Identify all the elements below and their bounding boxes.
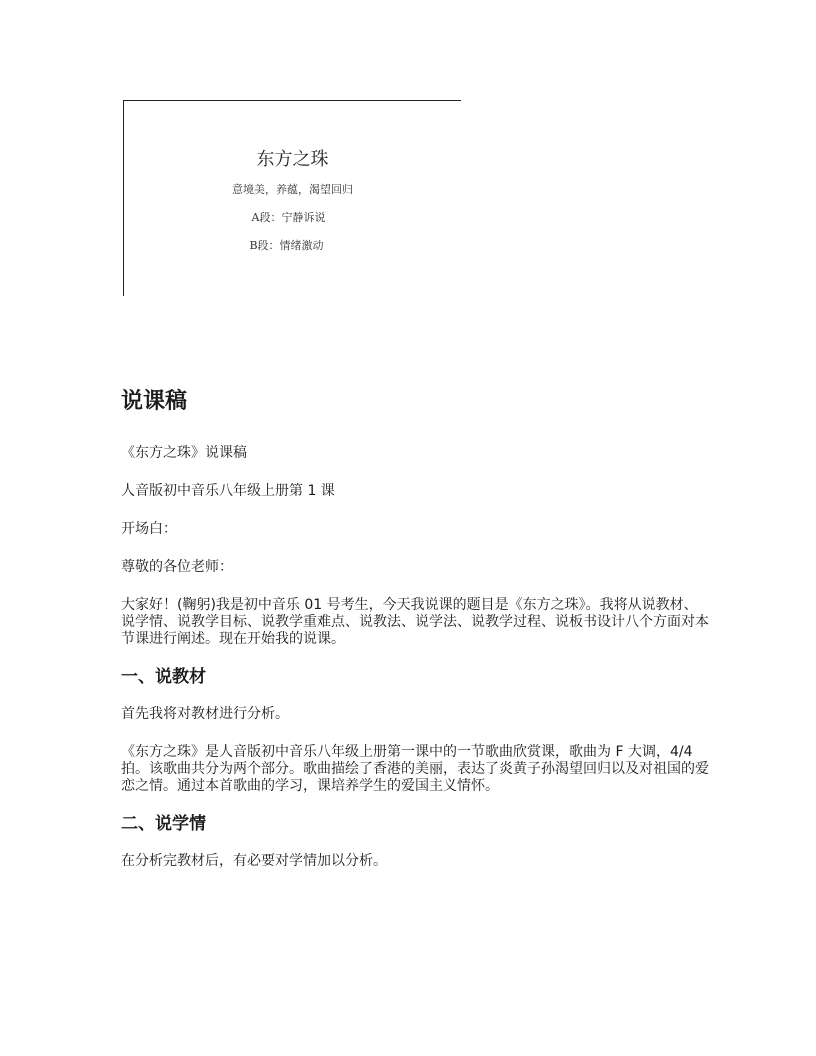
paragraph-student-analysis: 在分析完教材后，有必要对学情加以分析。 xyxy=(121,853,387,869)
board-line-1: 意境美，养蕴，渴望回归 xyxy=(232,183,353,196)
paragraph-textbook: 人音版初中音乐八年级上册第 1 课 xyxy=(121,483,335,499)
paragraph-intro: 大家好！(鞠躬)我是初中音乐 01 号考生，今天我说课的题目是《东方之珠》。我将从说教材、说学情、说教学目标、说教学重难点、说教法、说学法、说教学过程、说板书设计八个方面对本节课进行阐述。现在开始我的说课。 xyxy=(121,597,709,647)
section-heading-students: 二、说学情 xyxy=(121,814,206,834)
blackboard-design-figure xyxy=(123,100,461,296)
paragraph-analysis: 首先我将对教材进行分析。 xyxy=(121,706,289,722)
paragraph-textbook-detail: 《东方之珠》是人音版初中音乐八年级上册第一课中的一节歌曲欣赏课，歌曲为 F 大调，4/4 拍。该歌曲共分为两个部分。歌曲描绘了香港的美丽，表达了炎黄子孙渴望回归以及对祖国的爱恋之情。通过本首歌曲的学习，课培养学生的爱国主义情怀。 xyxy=(121,744,709,794)
document-body xyxy=(121,385,711,891)
board-title: 东方之珠 xyxy=(256,149,329,170)
paragraph-greeting: 尊敬的各位老师： xyxy=(121,559,233,575)
paragraph-title: 《东方之珠》说课稿 xyxy=(121,445,247,461)
paragraph-opening: 开场白： xyxy=(121,521,177,537)
board-line-2: A段：宁静诉说 xyxy=(251,211,326,224)
board-line-3: B段：情绪激动 xyxy=(249,239,324,252)
document-heading: 说课稿 xyxy=(121,389,188,414)
section-heading-textbook: 一、说教材 xyxy=(121,667,206,687)
